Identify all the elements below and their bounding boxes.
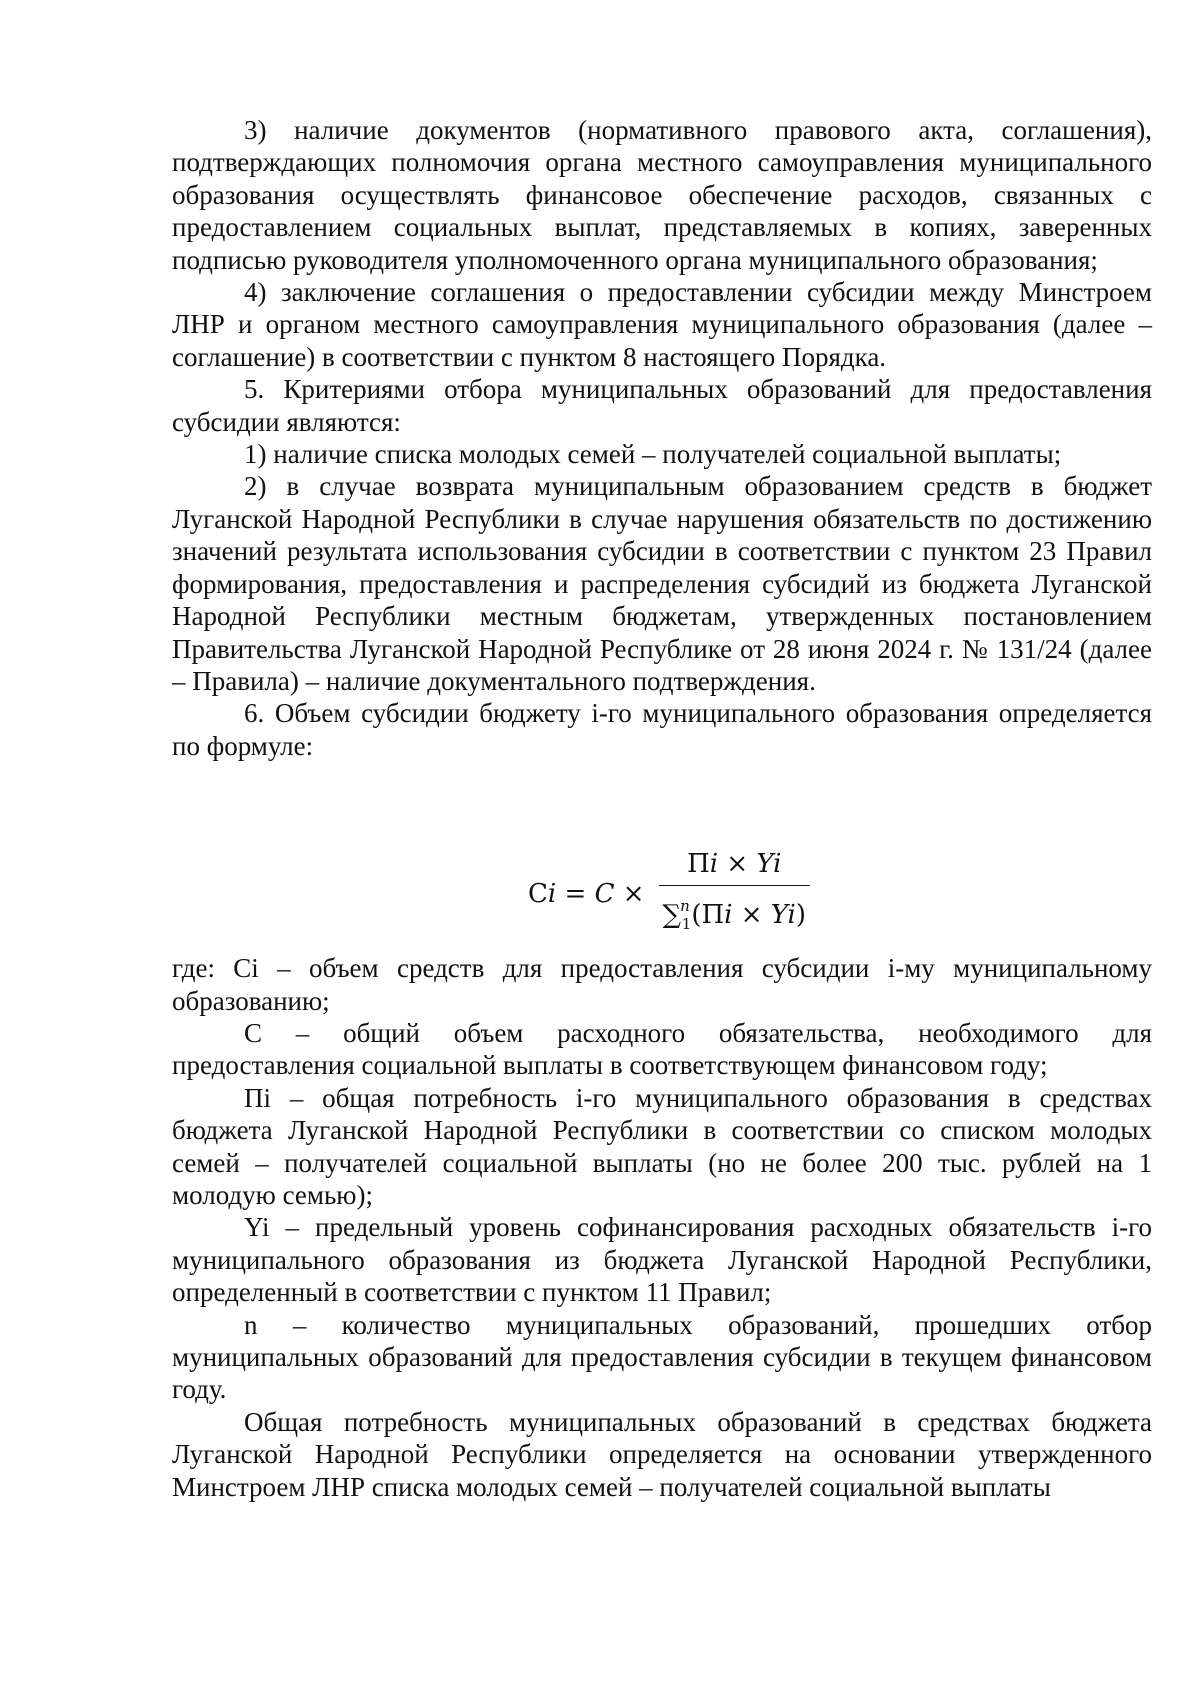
paragraph-criterion-2: 2) в случае возврата муниципальным образованием средств в бюджет Луганской Народной Республики в случае нарушения обязательств по достижению значений результата использования субсидии в соответствии с пунктом 23 Правил формирования, предоставления и распределения субсидий из бюджета Луганской Народной Республики местным бюджетам, утвержденных постановлением Правительства Луганской Народной Республике от 28 июня 2024 г. № 131/24 (далее – Правила) – наличие документального подтверждения.	[172, 471, 1152, 696]
formula-numerator	[681, 848, 787, 884]
sum-upper-limit: n	[680, 896, 690, 915]
numerator-i: i	[709, 849, 719, 880]
formula-total-c: C	[594, 878, 615, 909]
paragraph-def-n: n – количество муниципальных образований, прошедших отбор муниципальных образований для предоставления субсидии в текущем финансовом году.	[172, 1309, 1152, 1405]
formula-times: ×	[614, 878, 645, 909]
sum-symbol: ∑	[662, 899, 682, 930]
paragraph-item-4: 4) заключение соглашения о предоставлении субсидии между Минстроем ЛНР и органом местного самоуправления муниципального образования (далее – соглашение) в соответствии с пунктом 8 настоящего Порядка.	[172, 277, 1152, 372]
numerator-times: ×	[718, 849, 757, 880]
numerator-y: Yi	[756, 849, 782, 880]
paragraph-total-need: Общая потребность муниципальных образований в средствах бюджета Луганской Народной Республики определяется на основании утвержденного Минстроем ЛНР списка молодых семей – получателей социальной выплаты	[172, 1406, 1152, 1502]
sum-lower-limit: 1	[681, 914, 692, 933]
denominator-times: ×	[732, 899, 771, 930]
paragraph-section-5: 5. Критериями отбора муниципальных образований для предоставления субсидии являются:	[172, 374, 1152, 437]
denominator-open: (П	[691, 899, 725, 930]
paragraph-def-c: C – общий объем расходного обязательства, необходимого для предоставления социальной выплаты в соответствующем финансовом году;	[172, 1017, 1152, 1081]
formula-fraction	[659, 848, 810, 940]
paragraph-def-pi: Пi – общая потребность i-го муниципального образования в средствах бюджета Луганской Народной Республики в соответствии со списком молодых семей – получателей социальной выплаты (но не более 200 тыс. рублей на 1 молодую семью);	[172, 1082, 1152, 1210]
denominator-close: )	[795, 899, 806, 930]
paragraph-def-yi: Yi – предельный уровень софинансирования расходных обязательств i-го муниципального образования из бюджета Луганской Народной Республики, определенный в соответствии с пунктом 11 Правил;	[172, 1212, 1152, 1308]
paragraph-criterion-1: 1) наличие списка молодых семей – получателей социальной выплаты;	[244, 439, 1062, 470]
formula-lhs	[528, 878, 645, 910]
denominator-i: i	[724, 899, 733, 930]
formula-equals: =	[556, 878, 595, 909]
numerator-p: П	[687, 849, 710, 880]
formula-lhs-i: i	[547, 878, 557, 909]
subsidy-formula	[528, 848, 810, 940]
formula-denominator	[659, 885, 810, 940]
paragraph-where-ci: где: Ci – объем средств для предоставления субсидии i-му муниципальному образованию;	[172, 953, 1152, 1016]
paragraph-item-3: 3) наличие документов (нормативного правового акта, соглашения), подтверждающих полномочия органа местного самоуправления муниципального образования осуществлять финансовое обеспечение расходов, связанных с предоставлением социальных выплат, представляемых в копиях, заверенных подписью руководителя уполномоченного органа муниципального образования;	[172, 115, 1152, 275]
paragraph-section-6: 6. Объем субсидии бюджету i-го муниципального образования определяется по формуле:	[172, 698, 1152, 761]
document-page	[172, 114, 1152, 1503]
formula-lhs-c: C	[528, 878, 548, 909]
denominator-y: Yi	[770, 899, 796, 930]
formula-block	[172, 762, 1152, 952]
